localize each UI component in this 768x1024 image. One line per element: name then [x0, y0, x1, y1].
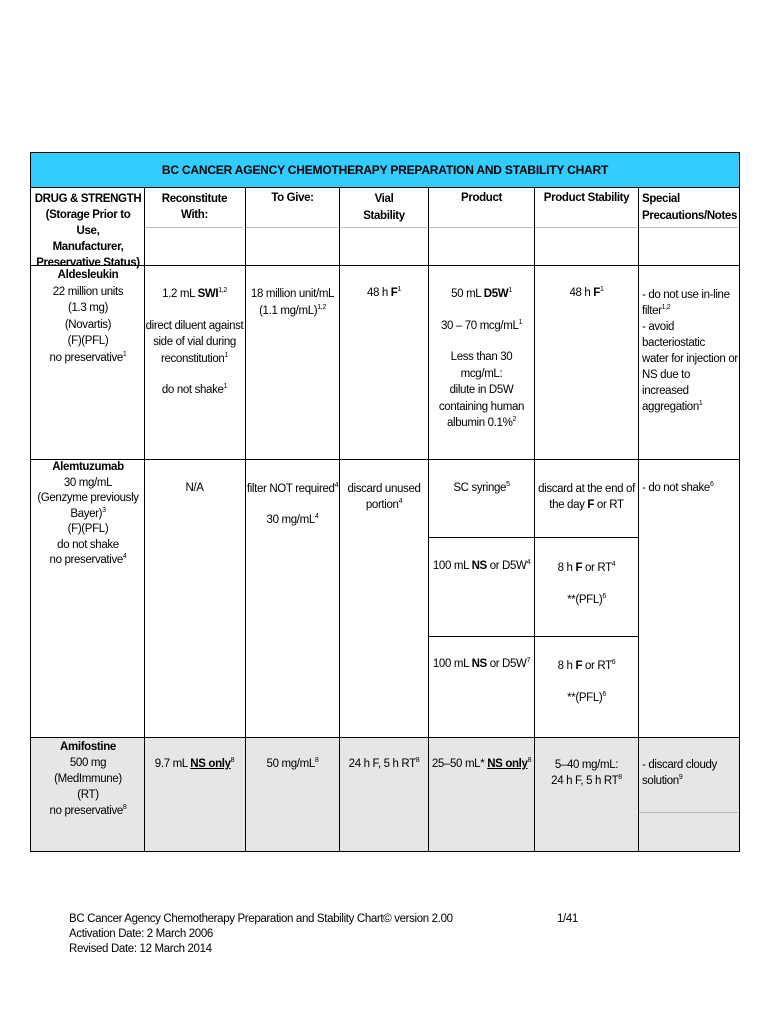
amifostine-drug-cell: Amifostine 500 mg (MedImmune) (RT) no preservative$^8$: [33, 739, 143, 819]
header-drug-strength: DRUG & STRENGTH (Storage Prior to Use, Manufacturer, Preservative Status): [34, 193, 142, 269]
row-divider: [428, 537, 638, 538]
alemtuzumab-product-a-cell: SC syringe$^5$: [453, 481, 510, 494]
amifostine-to-give-cell: 50 $mg/mL^8$: [266, 757, 319, 770]
header-underline: [639, 227, 738, 228]
drug-name: Aldesleukin: [57, 269, 119, 281]
amifostine-notes-cell: - discard cloudy solution$^9$: [642, 759, 717, 787]
alemtuzumab-vial-cell: discard unused portion$^4$: [347, 483, 421, 511]
alemtuzumab-stability-c-cell: 8 h F or $RT^6$ **(PFL)$^6$: [557, 659, 616, 704]
aldesleukin-to-give-cell: 18 million unit/mL (1.1 mg/mL)$^{1,2}$: [250, 288, 335, 317]
alemtuzumab-product-b-cell: 100 mL NS or $D5W^4$: [432, 559, 531, 572]
stability-chart-table: [30, 152, 740, 852]
drug-name: Alemtuzumab: [52, 461, 124, 473]
alemtuzumab-reconstitute-cell: N/A: [185, 482, 204, 494]
alemtuzumab-stability-a-cell: discard at the end of the day F or RT: [538, 483, 635, 511]
amifostine-product-cell: 25–50 mL* NS only$^8$: [431, 757, 532, 770]
aldesleukin-notes-cell: - do not use in-line filter$^{1,2}$ - avoid bacteriostatic water for injection or NS due to increased aggregation$^1$: [642, 289, 738, 413]
aldesleukin-product-cell: 50 mL $D5W^1$ 30 – 70 mcg/$mL^1$ Less than 30 mcg/mL: dilute in D5W containing human albumin 0.1%$^2$: [438, 287, 525, 429]
header-vial-stability: Vial Stability: [363, 193, 405, 222]
header-underline: [340, 227, 427, 228]
row-divider: [428, 636, 638, 637]
amifostine-vial-cell: 24 h F, 5 h $RT^8$: [348, 757, 420, 770]
header-underline: [535, 227, 637, 228]
aldesleukin-product-stability-cell: 48 h $F^1$: [569, 286, 604, 299]
aldesleukin-drug-cell: Aldesleukin 22 million units (1.3 mg) (Novartis) (F)(PFL) no preservative$^1$: [33, 267, 143, 366]
alemtuzumab-notes-cell: - do not shake$^6$: [642, 481, 714, 494]
header-underline: [246, 227, 338, 228]
alemtuzumab-to-give-cell: filter NOT required$^4$ 30 $mg/mL^4$: [246, 482, 339, 526]
chart-title: BC CANCER AGENCY CHEMOTHERAPY PREPARATION AND STABILITY CHART: [31, 153, 739, 188]
alemtuzumab-stability-b-cell: 8 h F or $RT^4$ **(PFL)$^6$: [557, 561, 616, 606]
alemtuzumab-product-c-cell: 100 mL NS or $D5W^7$: [432, 657, 531, 670]
aldesleukin-reconstitute-cell: 1.2 mL SWI$^{1,2}$ direct diluent against side of vial during reconstitution$^1$ do not shake$^1$: [145, 287, 244, 396]
header-underline: [639, 812, 738, 813]
row-divider: [31, 737, 739, 738]
aldesleukin-vial-cell: 48 h $F^1$: [366, 286, 402, 299]
drug-name: Amifostine: [60, 741, 116, 753]
col-divider: [638, 187, 639, 851]
header-underline: [429, 227, 533, 228]
amifostine-product-stability-cell: 5–40 mg/mL: 24 h F, 5 h $RT^8$: [551, 759, 622, 787]
alemtuzumab-drug-cell: Alemtuzumab 30 mg/mL (Genzyme previously Bayer)$^3$ (F)(PFL) do not shake no preservative$^4$: [33, 460, 143, 569]
footer-page-number: 1/41: [557, 913, 578, 925]
header-special-precautions: Special Precautions/Notes: [642, 193, 738, 222]
header-underline: [145, 227, 243, 228]
header-reconstitute: Reconstitute With:: [161, 193, 228, 221]
header-product-stability: Product Stability: [543, 192, 630, 204]
header-to-give: To Give:: [271, 192, 314, 204]
footer-version: BC Cancer Agency Chemotherapy Preparation and Stability Chart© version 2.00 Activation Date: 2 March 2006 Revised Date: 12 March 2014: [69, 913, 453, 955]
amifostine-reconstitute-cell: 9.7 mL NS only$^8$: [154, 757, 235, 770]
header-product: Product: [461, 192, 502, 204]
